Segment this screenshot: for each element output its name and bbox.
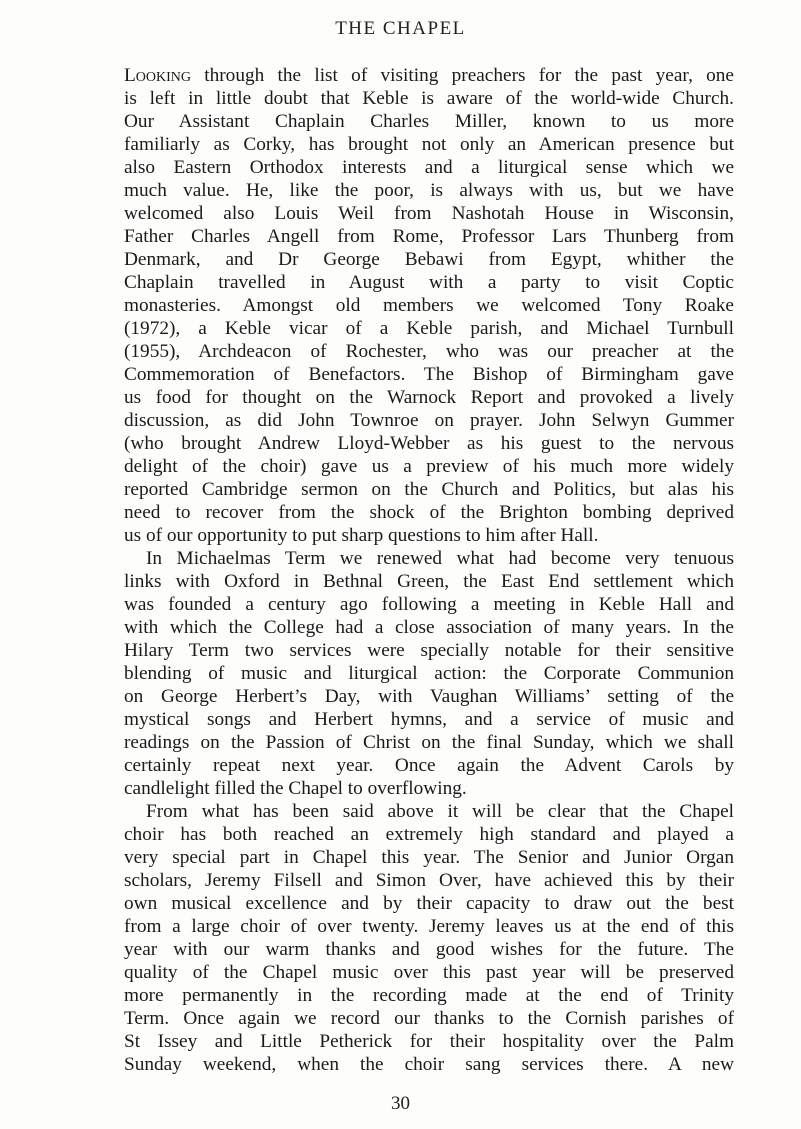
text-line: (who brought Andrew Lloyd-Webber as his guest to the nervous	[124, 433, 734, 454]
page-number: 30	[391, 1093, 410, 1114]
line-text: through the list of visiting preachers for the past year, one	[191, 65, 734, 86]
text-line: with which the College had a close association of many years. In the	[124, 617, 734, 638]
text-line: year with our warm thanks and good wishes for the future. The	[124, 939, 734, 960]
text-line: certainly repeat next year. Once again the Advent Carols by	[124, 755, 734, 776]
text-line: need to recover from the shock of the Brighton bombing deprived	[124, 502, 734, 523]
text-line: Hilary Term two services were specially notable for their sensitive	[124, 640, 734, 661]
text-line: is left in little doubt that Keble is aware of the world-wide Church.	[124, 88, 734, 109]
text-line: also Eastern Orthodox interests and a liturgical sense which we	[124, 157, 734, 178]
text-line: quality of the Chapel music over this past year will be preserved	[124, 962, 734, 983]
text-line: own musical excellence and by their capacity to draw out the best	[124, 893, 734, 914]
text-line: In Michaelmas Term we renewed what had become very tenuous	[146, 548, 734, 569]
text-line: much value. He, like the poor, is always with us, but we have	[124, 180, 734, 201]
text-line: (1955), Archdeacon of Rochester, who was our preacher at the	[124, 341, 734, 362]
text-line: candlelight filled the Chapel to overflowing.	[124, 778, 467, 799]
text-line: discussion, as did John Townroe on prayer. John Selwyn Gummer	[124, 410, 734, 431]
text-line: familiarly as Corky, has brought not only an American presence but	[124, 134, 734, 155]
text-line: more permanently in the recording made at the end of Trinity	[124, 985, 734, 1006]
text-line: links with Oxford in Bethnal Green, the East End settlement which	[124, 571, 734, 592]
text-line: Denmark, and Dr George Bebawi from Egypt, whither the	[124, 249, 734, 270]
text-line: us of our opportunity to put sharp questions to him after Hall.	[124, 525, 599, 546]
text-line: Sunday weekend, when the choir sang services there. A new	[124, 1054, 734, 1075]
text-line: delight of the choir) gave us a preview of his much more widely	[124, 456, 734, 477]
text-line: welcomed also Louis Weil from Nashotah House in Wisconsin,	[124, 203, 734, 224]
text-line: Father Charles Angell from Rome, Professor Lars Thunberg from	[124, 226, 734, 247]
text-line: Our Assistant Chaplain Charles Miller, known to us more	[124, 111, 734, 132]
text-line	[124, 64, 734, 87]
text-line: mystical songs and Herbert hymns, and a service of music and	[124, 709, 734, 730]
lead-word: Looking	[124, 65, 191, 86]
text-line: blending of music and liturgical action: the Corporate Communion	[124, 663, 734, 684]
text-line: St Issey and Little Petherick for their hospitality over the Palm	[124, 1031, 734, 1052]
text-line: readings on the Passion of Christ on the final Sunday, which we shall	[124, 732, 734, 753]
text-line: Chaplain travelled in August with a party to visit Coptic	[124, 272, 734, 293]
body-text	[124, 64, 734, 1076]
running-head: THE CHAPEL	[335, 18, 466, 39]
text-line: from a large choir of over twenty. Jeremy leaves us at the end of this	[124, 916, 734, 937]
text-line: very special part in Chapel this year. The Senior and Junior Organ	[124, 847, 734, 868]
text-line: (1972), a Keble vicar of a Keble parish, and Michael Turnbull	[124, 318, 734, 339]
text-line: Term. Once again we record our thanks to the Cornish parishes of	[124, 1008, 734, 1029]
text-line: scholars, Jeremy Filsell and Simon Over, have achieved this by their	[124, 870, 734, 891]
text-line: choir has both reached an extremely high standard and played a	[124, 824, 734, 845]
text-line: From what has been said above it will be clear that the Chapel	[146, 801, 734, 822]
text-line: on George Herbert’s Day, with Vaughan Williams’ setting of the	[124, 686, 734, 707]
text-line: Commemoration of Benefactors. The Bishop of Birmingham gave	[124, 364, 734, 385]
text-line: reported Cambridge sermon on the Church and Politics, but alas his	[124, 479, 734, 500]
text-line: monasteries. Amongst old members we welcomed Tony Roake	[124, 295, 734, 316]
text-line: was founded a century ago following a meeting in Keble Hall and	[124, 594, 734, 615]
text-line: us food for thought on the Warnock Report and provoked a lively	[124, 387, 734, 408]
